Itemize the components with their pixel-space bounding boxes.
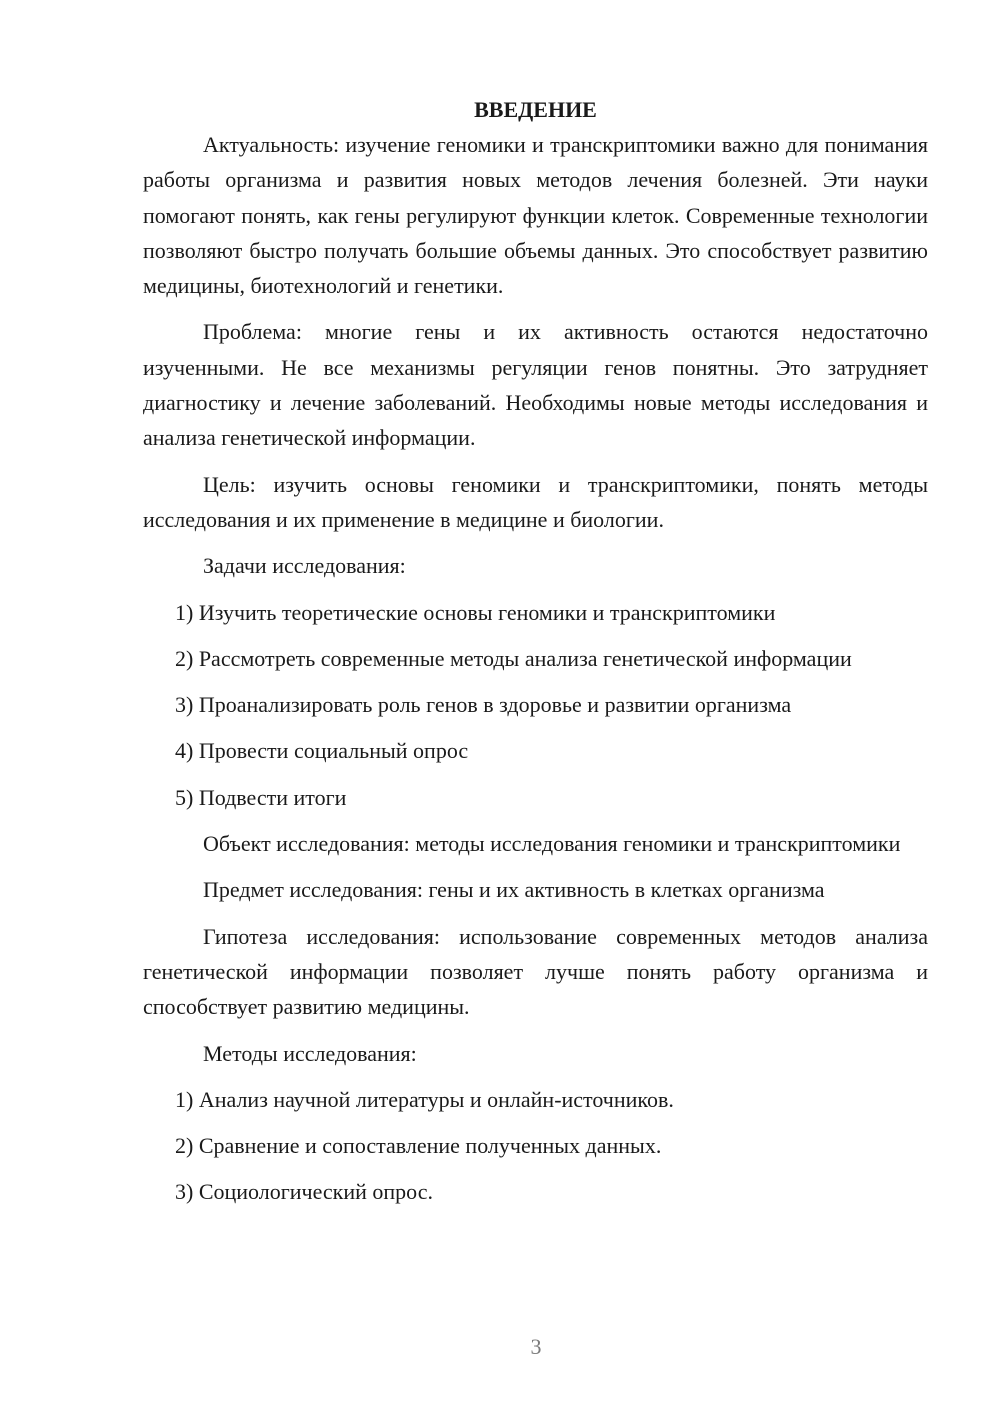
task-item-1: 1) Изучить теоретические основы геномики и транскриптомики — [175, 599, 776, 625]
task-item-4: 4) Провести социальный опрос — [175, 738, 469, 764]
task-item-2: 2) Рассмотреть современные методы анализа генетической информации — [175, 645, 852, 671]
relevance-paragraph: Актуальность: изучение геномики и транскриптомики важно для понимания работы организма и развития новых методов лечения болезней. Эти науки помогают понять, как гены регулируют функции клеток. Современные технологии позволяют быстро получать большие объемы данных. Это способствует развитию медицины, биотехнологий и генетики. — [143, 132, 928, 299]
task-item-5: 5) Подвести итоги — [175, 784, 347, 810]
hypothesis-paragraph: Гипотеза исследования: использование современных методов анализа генетической информации позволяет лучше понять работу организма и способствует развитию медицины. — [143, 923, 928, 1020]
method-item-2: 2) Сравнение и сопоставление полученных данных. — [175, 1133, 662, 1159]
task-item-3: 3) Проанализировать роль генов в здоровье и развитии организма — [175, 692, 792, 718]
goal-paragraph: Цель: изучить основы геномики и транскриптомики, понять методы исследования и их применение в медицине и биологии. — [143, 471, 928, 532]
methods-heading: Методы исследования: — [203, 1040, 417, 1066]
tasks-heading: Задачи исследования: — [203, 553, 406, 579]
problem-paragraph: Проблема: многие гены и их активность остаются недостаточно изученными. Не все механизмы регуляции генов понятны. Это затрудняет диагностику и лечение заболеваний. Необходимы новые методы исследования и анализа генетической информации. — [143, 319, 928, 451]
object-paragraph: Объект исследования: методы исследования геномики и транскриптомики — [203, 831, 901, 857]
page-title: ВВЕДЕНИЕ — [474, 97, 597, 122]
subject-paragraph: Предмет исследования: гены и их активность в клетках организма — [203, 877, 825, 903]
method-item-3: 3) Социологический опрос. — [175, 1179, 433, 1205]
page-number: 3 — [530, 1334, 542, 1359]
method-item-1: 1) Анализ научной литературы и онлайн-источников. — [175, 1086, 674, 1112]
document-page — [143, 92, 928, 1221]
